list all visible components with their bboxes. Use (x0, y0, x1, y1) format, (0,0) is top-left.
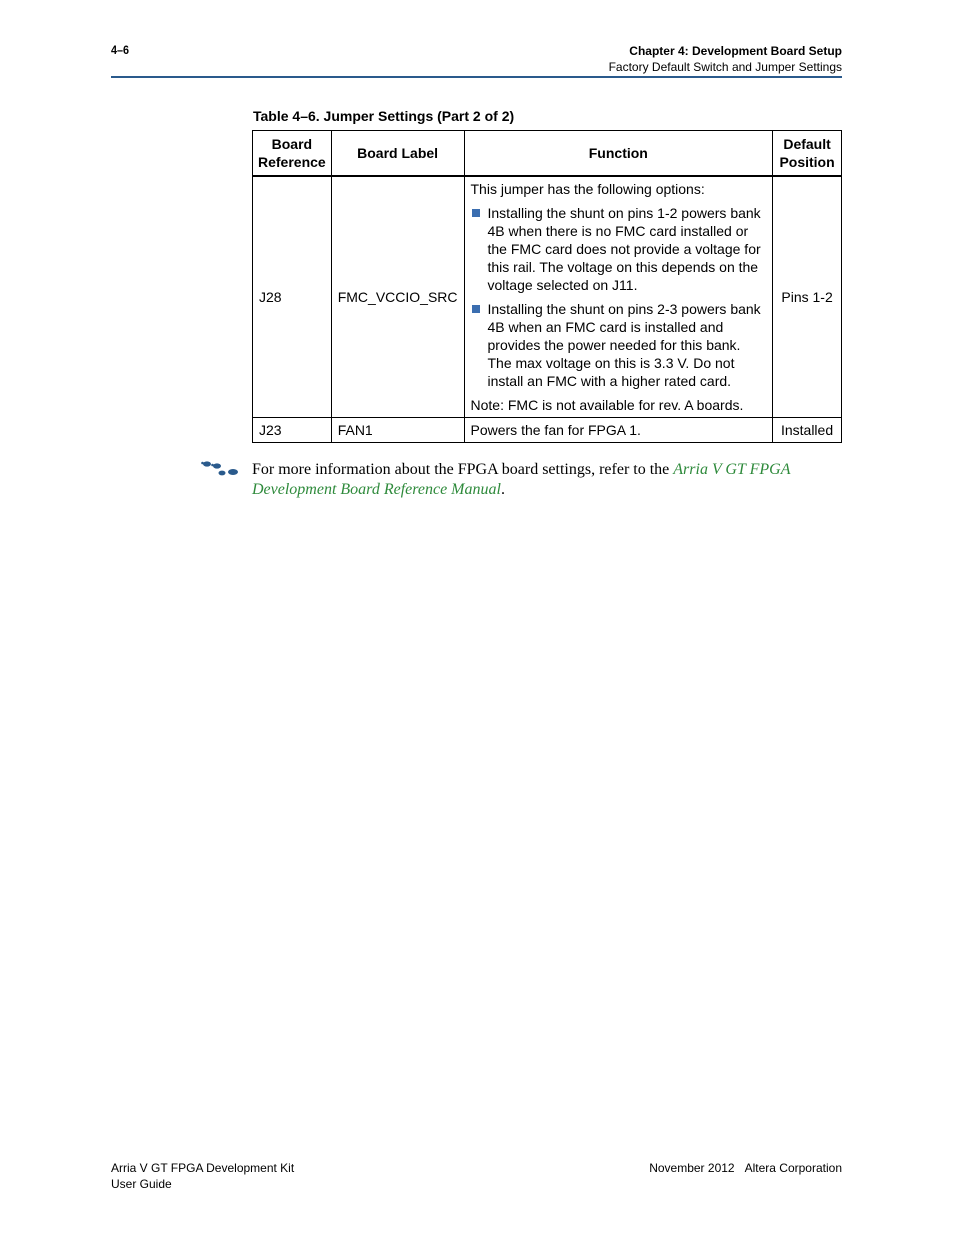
note-text-end: . (500, 481, 505, 498)
col-board-reference-label: Board Reference (258, 136, 326, 170)
col-function-label: Function (588, 145, 648, 161)
list-item (471, 204, 767, 294)
table-row (253, 176, 842, 418)
footer-left (111, 1160, 294, 1192)
section-title: Factory Default Switch and Jumper Settings (608, 60, 842, 74)
cell-reference: J28 (253, 176, 332, 418)
cell-default: Installed (773, 418, 842, 443)
cell-reference: J23 (253, 418, 332, 443)
header-rule (111, 76, 842, 78)
footprints-icon (200, 460, 240, 476)
reference-manual-link[interactable]: Arria V GT FPGA Development Board Reference Manual (252, 461, 791, 498)
page-number: 4–6 (111, 43, 130, 57)
list-item-text: Installing the shunt on pins 1-2 powers bank 4B when there is no FMC card installed or the FMC card does not provide a voltage for this rail. The voltage on this depends on the voltage selected on J11. (487, 205, 761, 293)
chapter-title: Chapter 4: Development Board Setup (629, 44, 842, 58)
col-default-position (773, 131, 842, 177)
function-note: Note: FMC is not available for rev. A boards. (470, 397, 744, 413)
list-item (471, 300, 767, 390)
footer-right (649, 1160, 842, 1176)
footer-company: Altera Corporation (744, 1161, 842, 1175)
col-board-reference (253, 131, 332, 177)
cell-function: Powers the fan for FPGA 1. (464, 418, 773, 443)
footer-date: November 2012 (649, 1161, 735, 1175)
table-header-row (253, 131, 842, 177)
function-intro: This jumper has the following options: (470, 181, 705, 197)
col-default-position-label: Default Position (779, 136, 835, 170)
col-board-label-label: Board Label (357, 145, 439, 161)
square-bullet-icon (472, 209, 480, 217)
table-row (253, 418, 842, 443)
footer-product: Arria V GT FPGA Development Kit (111, 1161, 295, 1175)
cell-function (464, 176, 773, 418)
cell-label: FAN1 (331, 418, 464, 443)
note-text: For more information about the FPGA board settings, refer to the (252, 461, 674, 478)
cell-label: FMC_VCCIO_SRC (331, 176, 464, 418)
col-board-label (331, 131, 464, 177)
jumper-settings-table (252, 130, 842, 443)
function-options-list (471, 204, 767, 390)
footer-doc-type: User Guide (111, 1177, 172, 1191)
square-bullet-icon (472, 305, 480, 313)
note-paragraph (252, 460, 842, 500)
cell-default: Pins 1-2 (773, 176, 842, 418)
table-caption: Table 4–6. Jumper Settings (Part 2 of 2) (253, 108, 515, 124)
list-item-text: Installing the shunt on pins 2-3 powers bank 4B when an FMC card is installed and provides the power needed for this bank. The max voltage on this is 3.3 V. Do not install an FMC with a higher rated card. (487, 301, 761, 389)
col-function (464, 131, 773, 177)
running-header (609, 43, 842, 75)
